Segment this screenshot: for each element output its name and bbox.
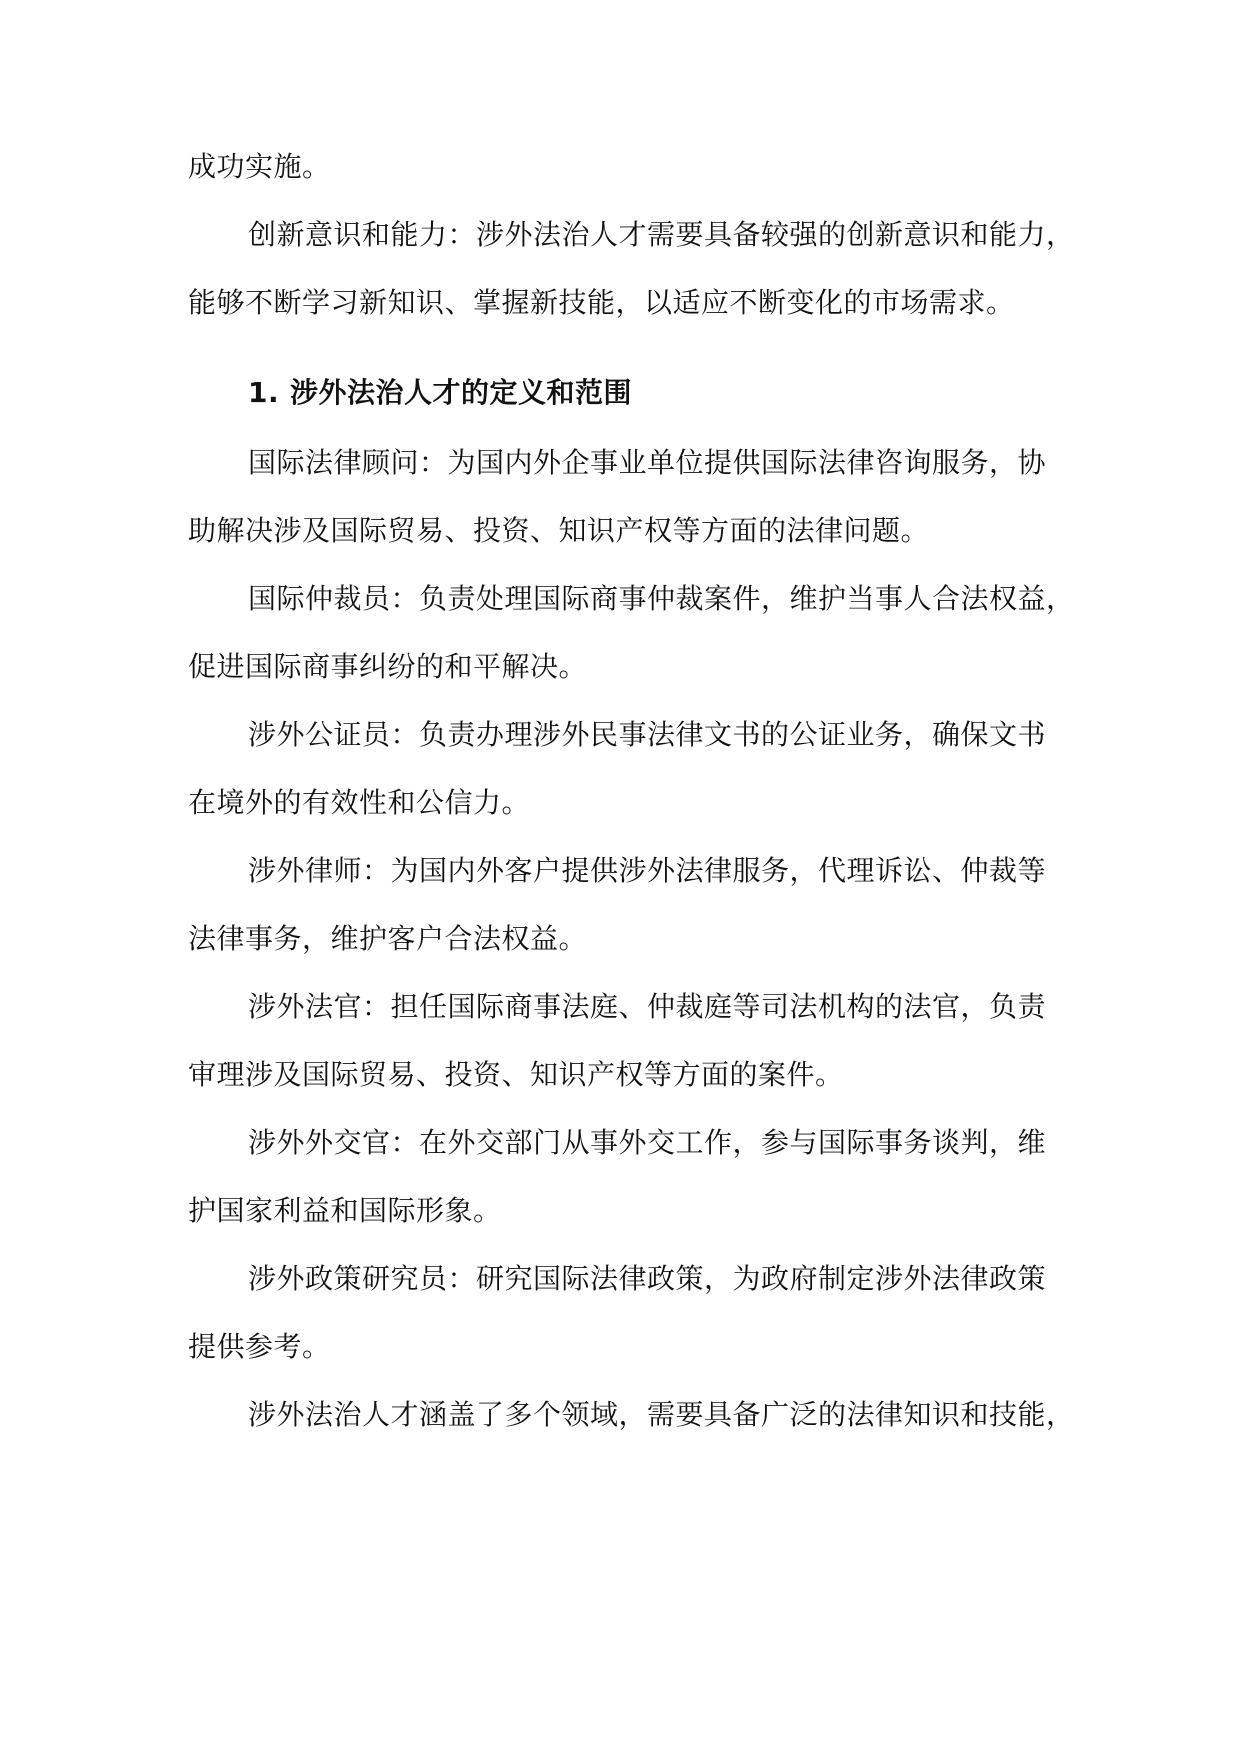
paragraph-legal-advisor-line-2: 助解决涉及国际贸易、投资、知识产权等方面的法律问题。 <box>188 514 930 547</box>
paragraph-lawyer-line-2: 法律事务，维护客户合法权益。 <box>188 922 588 955</box>
paragraph-notary-line-2: 在境外的有效性和公信力。 <box>188 786 531 819</box>
paragraph-innovation-line-2: 能够不断学习新知识、掌握新技能，以适应不断变化的市场需求。 <box>188 286 1015 319</box>
paragraph-judge-line-2: 审理涉及国际贸易、投资、知识产权等方面的案件。 <box>188 1058 844 1091</box>
section-heading-number: 1. <box>248 376 280 409</box>
paragraph-policy-researcher-line-2: 提供参考。 <box>188 1330 331 1363</box>
section-heading-text: 涉外法治人才的定义和范围 <box>290 376 633 409</box>
paragraph-policy-researcher-line-1: 涉外政策研究员：研究国际法律政策，为政府制定涉外法律政策 <box>248 1262 1047 1295</box>
paragraph-legal-advisor-line-1: 国际法律顾问：为国内外企事业单位提供国际法律咨询服务，协 <box>248 446 1047 479</box>
paragraph-arbitrator-line-2: 促进国际商事纠纷的和平解决。 <box>188 650 588 683</box>
paragraph-innovation-line-1: 创新意识和能力：涉外法治人才需要具备较强的创新意识和能力， <box>248 218 1075 251</box>
paragraph-diplomat-line-1: 涉外外交官：在外交部门从事外交工作，参与国际事务谈判，维 <box>248 1126 1047 1159</box>
paragraph-lawyer-line-1: 涉外律师：为国内外客户提供涉外法律服务，代理诉讼、仲裁等 <box>248 854 1047 887</box>
paragraph-judge-line-1: 涉外法官：担任国际商事法庭、仲裁庭等司法机构的法官，负责 <box>248 990 1047 1023</box>
paragraph-notary-line-1: 涉外公证员：负责办理涉外民事法律文书的公证业务，确保文书 <box>248 718 1047 751</box>
paragraph-diplomat-line-2: 护国家利益和国际形象。 <box>188 1194 502 1227</box>
paragraph-arbitrator-line-1: 国际仲裁员：负责处理国际商事仲裁案件，维护当事人合法权益， <box>248 582 1075 615</box>
section-heading <box>248 376 1118 410</box>
paragraph-continuation-line: 成功实施。 <box>188 150 331 183</box>
paragraph-summary-line-1: 涉外法治人才涵盖了多个领域，需要具备广泛的法律知识和技能， <box>248 1398 1075 1431</box>
